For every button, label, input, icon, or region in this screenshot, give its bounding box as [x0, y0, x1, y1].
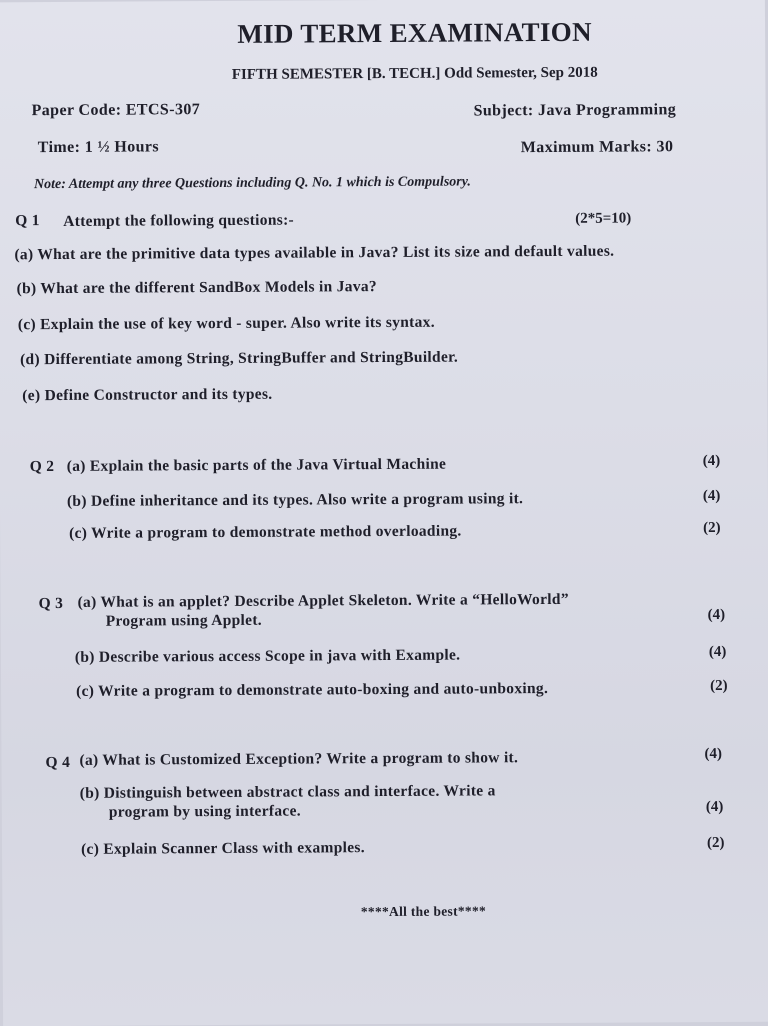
question-item-continued: program by using interface.: [108, 802, 301, 821]
question-marks: (4): [707, 606, 726, 624]
question-marks: (2): [706, 834, 725, 852]
paper-code: Paper Code: ETCS-307: [31, 101, 201, 120]
instructions-note: Note: Attempt any three Questions including Q. No. 1 which is Compulsory.: [33, 174, 471, 193]
question-number: Q 3: [38, 594, 64, 613]
question-item: (c) Write a program to demonstrate auto-boxing and auto-unboxing.: [76, 680, 549, 700]
question-item: (c) Explain Scanner Class with examples.: [81, 839, 365, 858]
question-title: Attempt the following questions:-: [63, 211, 295, 230]
question-item-continued: Program using Applet.: [105, 611, 263, 630]
semester-line: FIFTH SEMESTER [B. TECH.] Odd Semester, Sep 2018: [231, 64, 598, 83]
question-item: (c) Write a program to demonstrate method overloading.: [69, 522, 462, 542]
maximum-marks: Maximum Marks: 30: [520, 138, 674, 157]
question-marks: (4): [704, 745, 723, 763]
question-item: (d) Differentiate among String, StringBuffer and StringBuilder.: [20, 348, 459, 369]
question-marks: (4): [702, 452, 721, 470]
question-item: (b) Describe various access Scope in java with Example.: [74, 646, 461, 666]
question-item: (b) Distinguish between abstract class and interface. Write a: [79, 782, 496, 802]
question-item: (a) Explain the basic parts of the Java Virtual Machine: [66, 455, 447, 475]
question-number: Q 2: [29, 458, 55, 476]
question-item: (a) What is an applet? Describe Applet Skeleton. Write a “HelloWorld”: [77, 590, 569, 611]
question-item: (c) Explain the use of key word - super. Also write its syntax.: [17, 313, 435, 334]
subject: Subject: Java Programming: [473, 101, 677, 120]
question-number: Q 1: [15, 212, 40, 230]
question-marks: (2): [710, 677, 728, 695]
question-marks: (4): [705, 798, 724, 816]
question-item: (e) Define Constructor and its types.: [22, 385, 273, 405]
question-marks: (4): [708, 643, 727, 661]
question-item: (a) What are the primitive data types available in Java? List its size and default values.: [14, 242, 615, 264]
question-item: (a) What is Customized Exception? Write a program to show it.: [79, 749, 519, 769]
question-item: (b) What are the different SandBox Models in Java?: [16, 278, 378, 298]
closing-message: ****All the best****: [360, 903, 487, 920]
exam-time: Time: 1 ½ Hours: [37, 138, 160, 157]
question-marks: (2*5=10): [575, 210, 632, 227]
question-number: Q 4: [45, 753, 71, 772]
exam-title: MID TERM EXAMINATION: [237, 16, 592, 49]
question-marks: (2): [703, 519, 721, 537]
question-marks: (4): [702, 487, 721, 505]
question-item: (b) Define inheritance and its types. Also write a program using it.: [66, 490, 524, 510]
